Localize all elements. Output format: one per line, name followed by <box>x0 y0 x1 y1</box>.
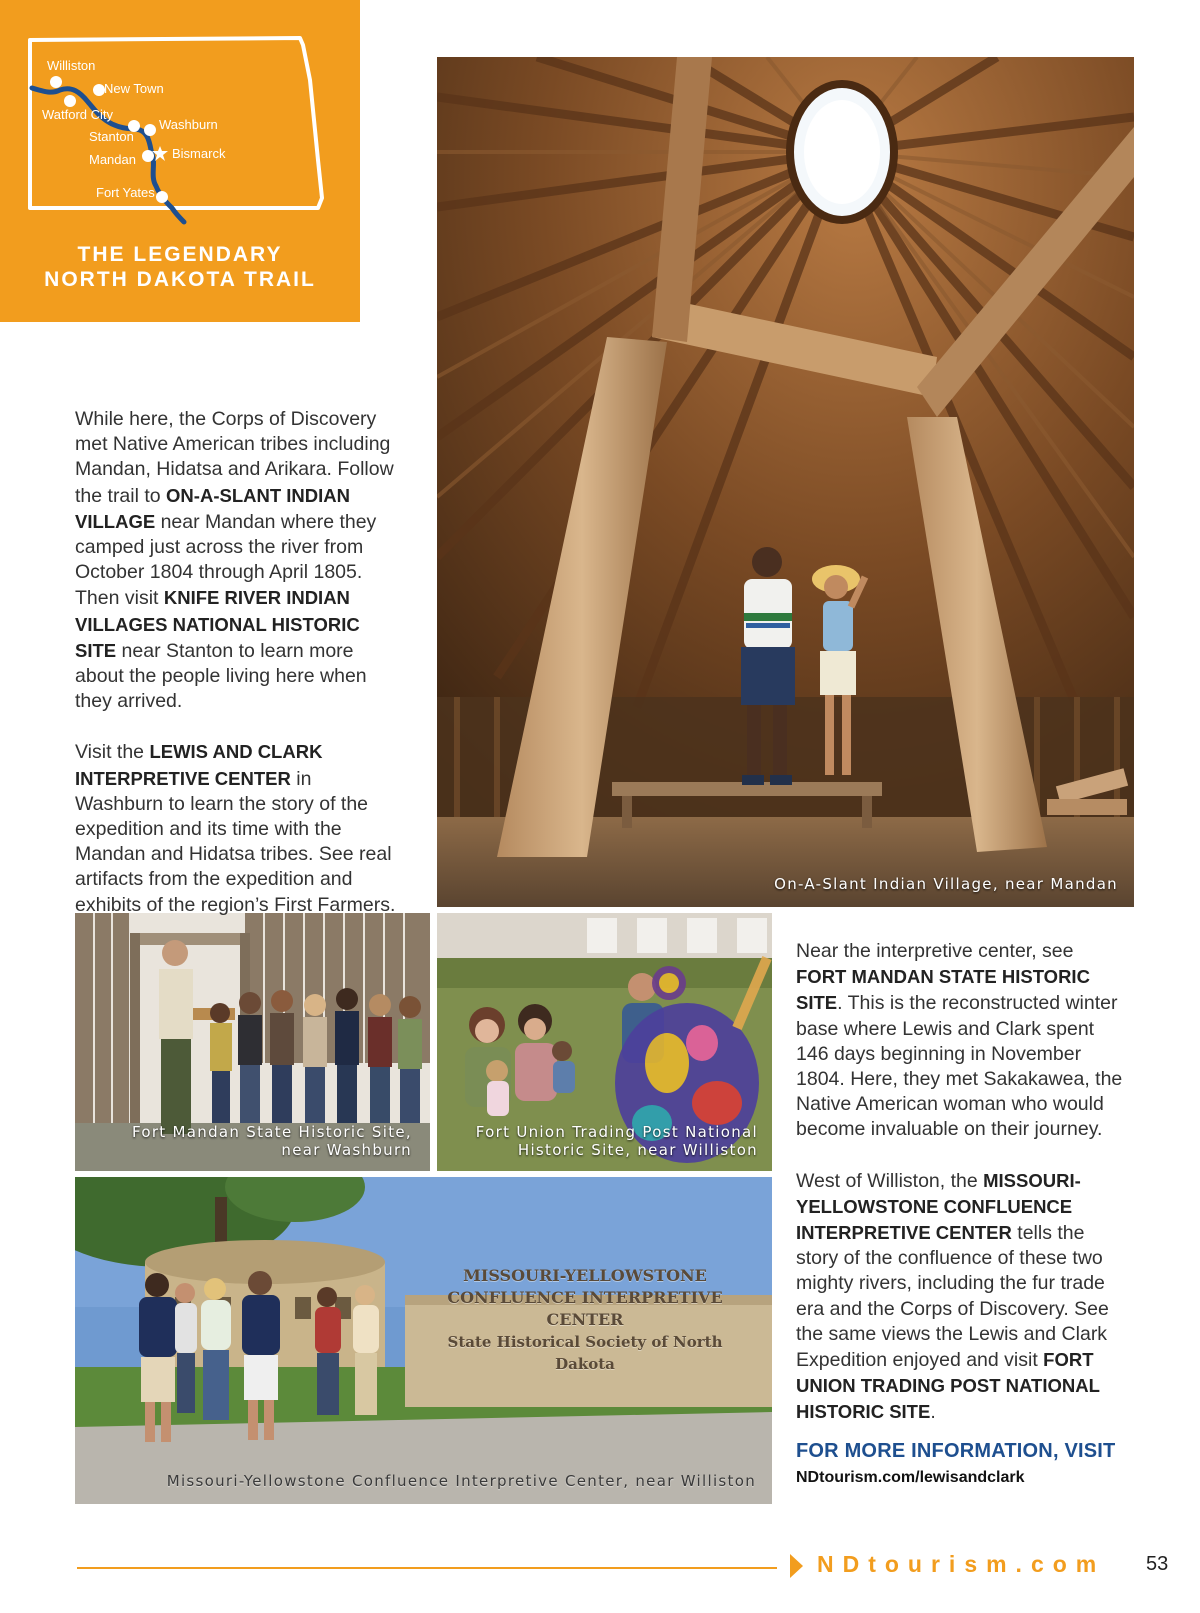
left-paragraph-2 <box>75 739 405 917</box>
right-paragraph-1 <box>796 939 1126 1143</box>
on-a-slant-highlight: ON-A-SLANT INDIAN VILLAGE <box>75 484 350 532</box>
watford-city-marker <box>64 95 76 107</box>
fort-mandan-caption-line2: near Washburn <box>281 1141 412 1159</box>
text-run: near Mandan where they camped just across the river from October 1804 through April 1805. Then visit <box>75 510 377 610</box>
confluence-center-photo <box>75 1177 772 1504</box>
fort-union-caption-line1: Fort Union Trading Post National <box>475 1123 758 1141</box>
lodge-photo-caption: On-A-Slant Indian Village, near Mandan <box>774 875 1118 893</box>
fort-mandan-caption-line1: Fort Mandan State Historic Site, <box>131 1123 412 1141</box>
map-label-new-town: New Town <box>104 81 164 96</box>
sign-line3: State Historical Society of North Dakota <box>447 1333 723 1373</box>
confluence-caption: Missouri-Yellowstone Confluence Interpretive Center, near Williston <box>166 1472 756 1490</box>
lewis-clark-center-highlight: LEWIS AND CLARK INTERPRETIVE CENTER <box>75 741 323 789</box>
map-label-washburn: Washburn <box>159 117 218 132</box>
fort-yates-marker <box>156 191 168 203</box>
map-label-stanton: Stanton <box>89 129 134 144</box>
knife-river-highlight: KNIFE RIVER INDIAN VILLAGES NATIONAL HISTORIC SITE <box>75 587 360 661</box>
text-run: . This is the reconstructed winter base where Lewis and Clark spent 146 days beginning in November 1804. Here, they met Sakakawea, the Native American woman who would become invaluable on their journey. <box>796 992 1123 1141</box>
text-run: near Stanton to learn more about the people living here when they arrived. <box>75 639 367 713</box>
footer-site-link[interactable]: NDtourism.com <box>817 1551 1106 1577</box>
sign-line1: MISSOURI-YELLOWSTONE <box>463 1266 707 1285</box>
map-label-watford-city: Watford City <box>42 107 114 122</box>
fort-union-caption <box>476 1123 758 1159</box>
right-column-text <box>796 939 1126 1451</box>
text-run: West of Williston, the <box>796 1169 984 1192</box>
map-title-line1: THE LEGENDARY <box>77 243 283 266</box>
earth-lodge-illustration <box>437 57 1134 907</box>
page-number: 53 <box>1146 1553 1169 1575</box>
confluence-center-highlight: MISSOURI-YELLOWSTONE CONFLUENCE INTERPRETIVE CENTER <box>796 1169 1081 1244</box>
map-label-fort-yates: Fort Yates <box>96 185 155 200</box>
fort-union-photo <box>437 913 772 1171</box>
more-info-heading: FOR MORE INFORMATION, VISIT <box>796 1440 1116 1462</box>
text-run: tells the story of the confluence of these two mighty rivers, including the fur trade era and the Corps of Discovery. See the same views the Lewis and Clark Expedition enjoyed and visit <box>796 1222 1109 1372</box>
more-info-link[interactable]: NDtourism.com/lewisandclark <box>796 1469 1025 1486</box>
map-title-line2: NORTH DAKOTA TRAIL <box>44 268 316 291</box>
map-title <box>0 242 360 292</box>
trail-map-panel <box>0 0 360 322</box>
footer-rule <box>77 1567 777 1569</box>
fort-union-caption-line2: Historic Site, near Williston <box>517 1141 758 1159</box>
earth-lodge-photo <box>437 57 1134 907</box>
right-paragraph-2 <box>796 1168 1126 1426</box>
text-run: . <box>930 1401 936 1424</box>
text-run: Visit the <box>75 741 150 764</box>
left-column-text <box>75 407 405 943</box>
map-label-bismarck: Bismarck <box>172 146 226 161</box>
williston-marker <box>50 76 62 88</box>
fort-union-highlight: FORT UNION TRADING POST NATIONAL HISTORIC SITE <box>796 1349 1100 1423</box>
text-run: in Washburn to learn the story of the expedition and its time with the Mandan and Hidatsa tribes. See real artifacts from the expedition and exhibits of the region’s First Farmers. <box>75 767 396 916</box>
fort-mandan-caption <box>132 1123 412 1159</box>
fort-mandan-highlight: FORT MANDAN STATE HISTORIC SITE <box>796 966 1090 1014</box>
mandan-marker <box>142 150 154 162</box>
map-label-mandan: Mandan <box>89 152 136 167</box>
fort-mandan-photo <box>75 913 430 1171</box>
sign-line2: CONFLUENCE INTERPRETIVE CENTER <box>447 1288 723 1329</box>
text-run: While here, the Corps of Discovery met Native American tribes including Mandan, Hidatsa and Arikara. Follow the trail to <box>75 408 394 507</box>
left-paragraph-1 <box>75 407 405 714</box>
washburn-marker <box>144 124 156 136</box>
confluence-sign <box>420 1265 750 1375</box>
text-run: Near the interpretive center, see <box>796 940 1074 962</box>
footer-arrow-icon <box>790 1554 803 1578</box>
map-label-williston: Williston <box>47 58 96 73</box>
